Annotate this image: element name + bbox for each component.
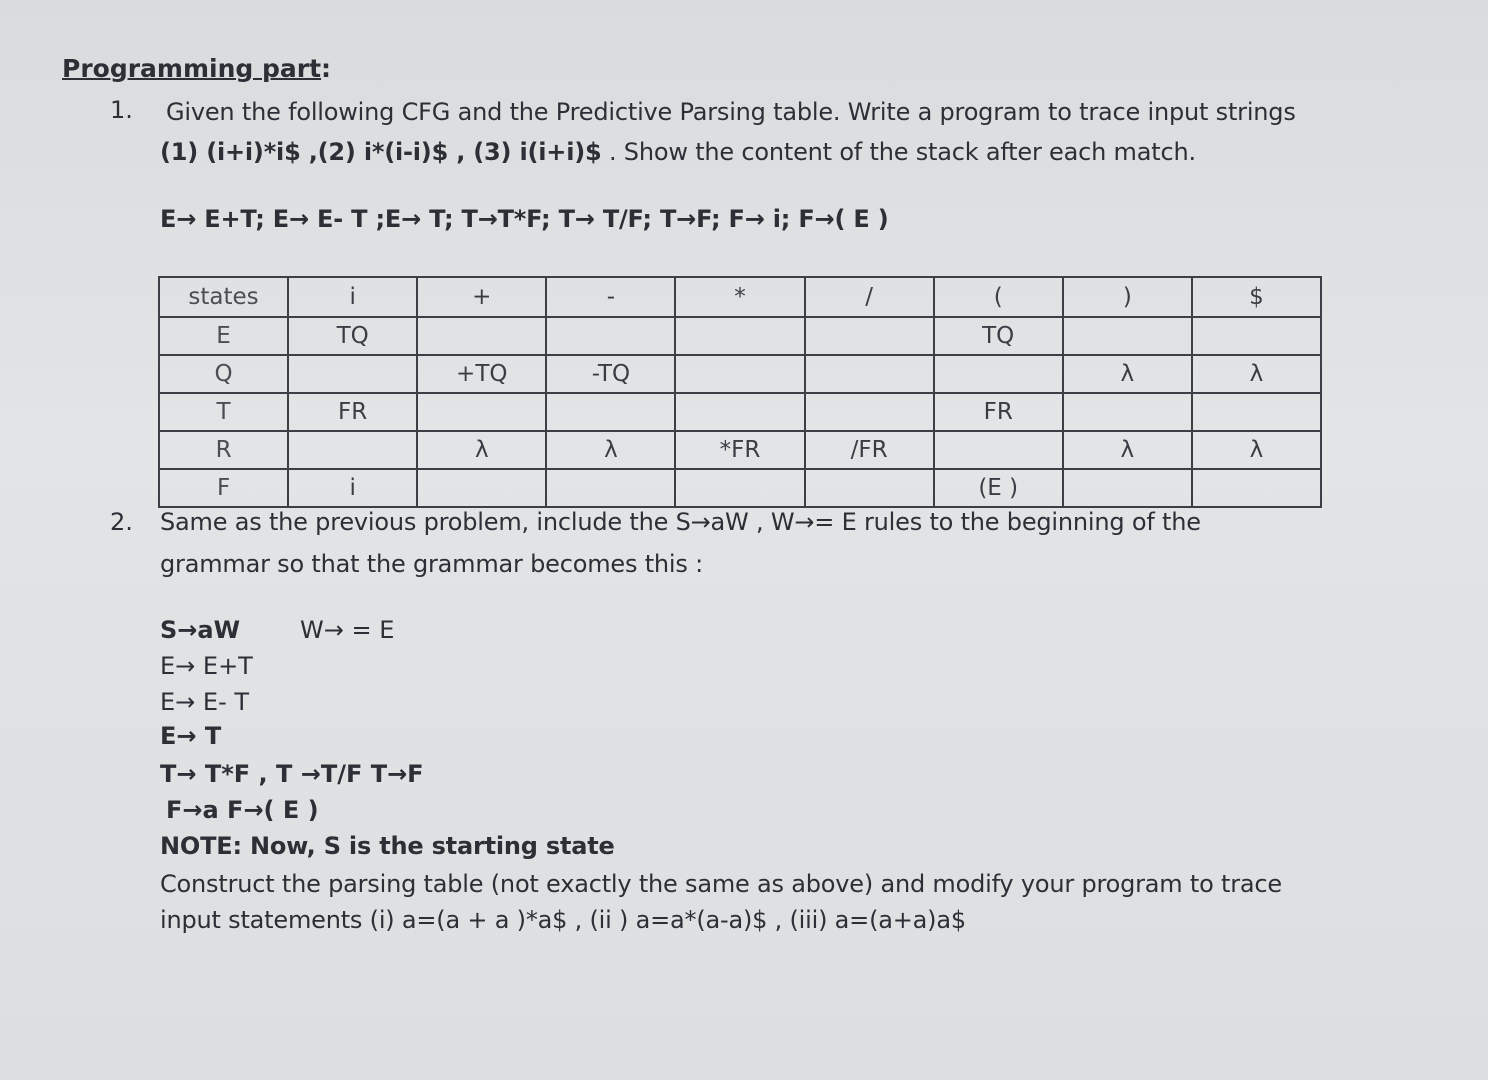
problem-1-grammar: E→ E+T; E→ E- T ;E→ T; T→T*F; T→ T/F; T→F; F→ i; F→( E ) — [160, 205, 889, 233]
problem-1-inputs: (1) (i+i)*i$ ,(2) i*(i-i)$ , (3) i(i+i)$ — [160, 138, 602, 166]
table-header-cell: $ — [1192, 277, 1321, 317]
grammar-w-rule: W→ = E — [300, 616, 395, 644]
problem-1-line-1: Given the following CFG and the Predictive Parsing table. Write a program to trace input strings — [166, 98, 1296, 126]
table-cell: (E ) — [934, 469, 1063, 507]
table-cell — [1063, 317, 1192, 355]
table-header-cell: + — [417, 277, 546, 317]
table-header-cell: ( — [934, 277, 1063, 317]
problem-2-note: NOTE: Now, S is the starting state — [160, 832, 615, 860]
table-cell — [675, 393, 804, 431]
problem-2-line-4: input statements (i) a=(a + a )*a$ , (ii ) a=a*(a-a)$ , (iii) a=(a+a)a$ — [160, 906, 966, 934]
table-cell: λ — [1192, 355, 1321, 393]
table-cell — [675, 355, 804, 393]
problem-1-number: 1. — [110, 96, 133, 124]
problem-1-instruction: . Show the content of the stack after each match. — [601, 138, 1196, 166]
heading-title: Programming part — [62, 54, 322, 83]
table-cell: λ — [417, 431, 546, 469]
table-cell: λ — [546, 431, 675, 469]
table-header-cell: i — [288, 277, 417, 317]
table-cell — [417, 469, 546, 507]
problem-2-line-2: grammar so that the grammar becomes this : — [160, 550, 704, 578]
table-row — [159, 431, 1321, 469]
table-cell: TQ — [288, 317, 417, 355]
table-header-cell: / — [805, 277, 934, 317]
problem-2-line-3: Construct the parsing table (not exactly the same as above) and modify your program to trace — [160, 870, 1282, 898]
grammar-e-rule-2: E→ E- T — [160, 688, 250, 716]
predictive-parsing-table — [158, 276, 1322, 508]
problem-2-line-1: Same as the previous problem, include the S→aW , W→= E rules to the beginning of the — [160, 508, 1201, 536]
grammar-f-rules: F→a F→( E ) — [166, 796, 319, 824]
table-cell — [546, 393, 675, 431]
table-cell — [675, 469, 804, 507]
table-cell — [417, 317, 546, 355]
problem-2-number: 2. — [110, 508, 133, 536]
problem-1-line-2 — [160, 138, 1196, 166]
heading-colon: : — [321, 54, 332, 83]
table-cell — [1063, 393, 1192, 431]
table-cell: λ — [1192, 431, 1321, 469]
table-cell — [417, 393, 546, 431]
table-header-cell: states — [159, 277, 288, 317]
table-cell — [288, 355, 417, 393]
table-cell: Q — [159, 355, 288, 393]
table-cell — [288, 431, 417, 469]
table-cell: T — [159, 393, 288, 431]
grammar-e-rule-3: E→ T — [160, 722, 222, 750]
table-cell — [1192, 393, 1321, 431]
table-cell: F — [159, 469, 288, 507]
table-row — [159, 469, 1321, 507]
table-cell: TQ — [934, 317, 1063, 355]
table-cell — [546, 317, 675, 355]
table-cell: /FR — [805, 431, 934, 469]
table-cell — [675, 317, 804, 355]
table-cell: E — [159, 317, 288, 355]
table-cell — [1192, 469, 1321, 507]
table-cell: λ — [1063, 355, 1192, 393]
table-header-row — [159, 277, 1321, 317]
table-cell — [1192, 317, 1321, 355]
grammar-s-rule: S→aW — [160, 616, 241, 644]
table-cell: λ — [1063, 431, 1192, 469]
table-cell — [934, 431, 1063, 469]
table-cell — [805, 355, 934, 393]
table-cell: +TQ — [417, 355, 546, 393]
table-row — [159, 317, 1321, 355]
table-row — [159, 355, 1321, 393]
table-header-cell: - — [546, 277, 675, 317]
grammar-e-rule-1: E→ E+T — [160, 652, 253, 680]
table-cell — [934, 355, 1063, 393]
table-cell — [1063, 469, 1192, 507]
table-header-cell: * — [675, 277, 804, 317]
table-cell — [546, 469, 675, 507]
table-cell: R — [159, 431, 288, 469]
table-cell: *FR — [675, 431, 804, 469]
table-cell: -TQ — [546, 355, 675, 393]
table-cell: i — [288, 469, 417, 507]
table-cell — [805, 469, 934, 507]
table-cell: FR — [934, 393, 1063, 431]
table-header-cell: ) — [1063, 277, 1192, 317]
table-cell — [805, 317, 934, 355]
table-cell — [805, 393, 934, 431]
table-cell: FR — [288, 393, 417, 431]
section-heading — [62, 54, 331, 83]
table-row — [159, 393, 1321, 431]
grammar-t-rules: T→ T*F , T →T/F T→F — [160, 760, 424, 788]
